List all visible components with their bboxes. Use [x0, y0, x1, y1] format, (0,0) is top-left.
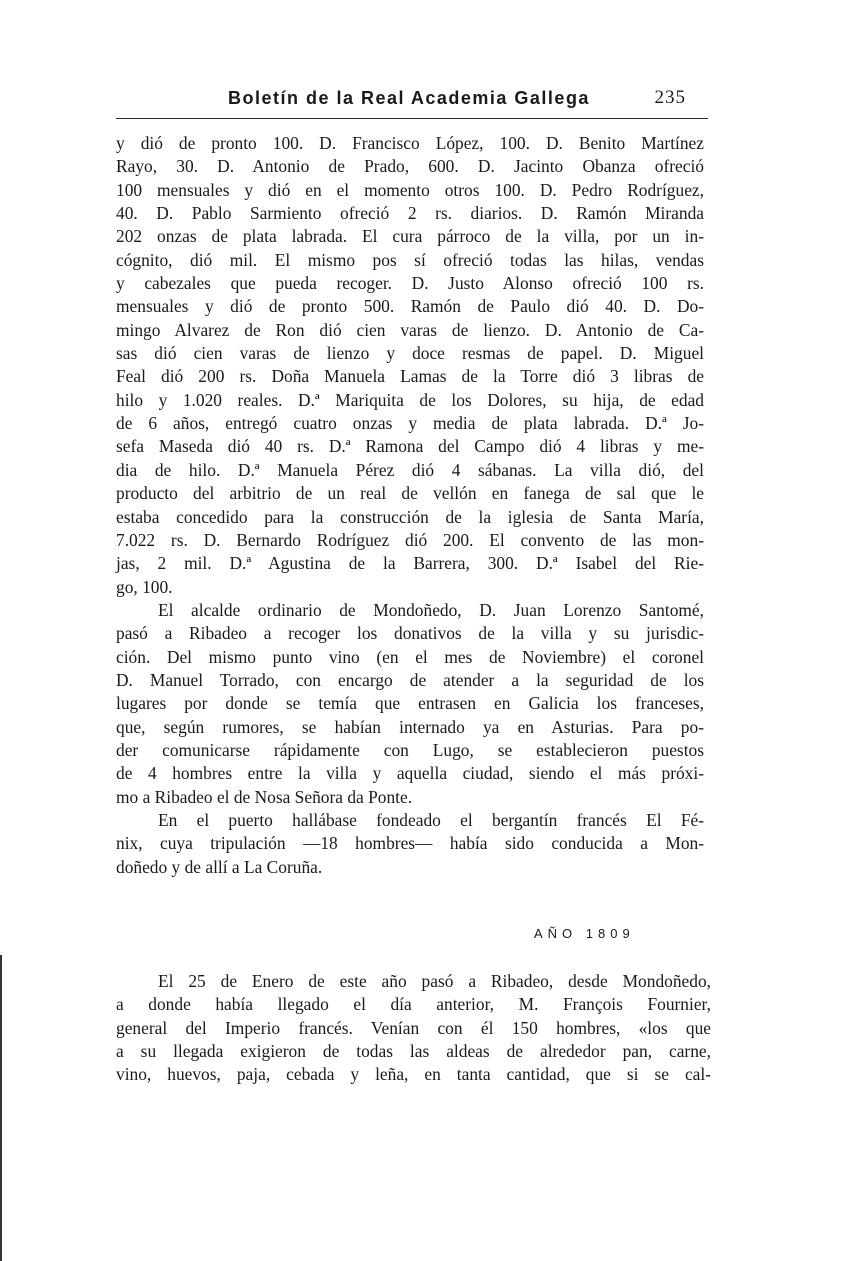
text-line: sas dió cien varas de lienzo y doce resmas de papel. D. Miguel [116, 343, 704, 364]
paragraph-fournier [116, 970, 711, 1087]
text-line: sefa Maseda dió 40 rs. D.ª Ramona del Campo dió 4 libras y me- [116, 436, 704, 457]
text-line: hilo y 1.020 reales. D.ª Mariquita de los Dolores, su hija, de edad [116, 389, 704, 410]
text-line: doñedo y de allí a La Coruña. [116, 856, 323, 877]
text-line: vino, huevos, paja, cebada y leña, en tanta cantidad, que si se cal- [116, 1064, 711, 1085]
text-line: ción. Del mismo punto vino (en el mes de Noviembre) el coronel [116, 646, 704, 667]
text-line: pasó a Ribadeo a recoger los donativos de la villa y su jurisdic- [116, 623, 704, 644]
page-number: 235 [654, 87, 686, 108]
running-header [116, 84, 708, 119]
text-line: cógnito, dió mil. El mismo pos sí ofreció todas las hilas, vendas [116, 249, 704, 270]
paragraph-bergantin [116, 809, 704, 879]
text-line: El alcalde ordinario de Mondoñedo, D. Juan Lorenzo Santomé, [158, 599, 704, 620]
text-line: go, 100. [116, 576, 173, 597]
text-line: Feal dió 200 rs. Doña Manuela Lamas de la Torre dió 3 libras de [116, 366, 704, 387]
text-line: a donde había llegado el día anterior, M. François Fournier, [116, 994, 711, 1015]
text-line: lugares por donde se temía que entrasen en Galicia los franceses, [116, 693, 704, 714]
text-line: jas, 2 mil. D.ª Agustina de la Barrera, 300. D.ª Isabel del Rie- [116, 553, 704, 574]
text-line: En el puerto hallábase fondeado el bergantín francés El Fé- [158, 809, 704, 830]
text-line: y cabezales que pueda recoger. D. Justo Alonso ofreció 100 rs. [116, 273, 704, 294]
section-text-block [116, 970, 711, 1087]
text-line: der comunicarse rápidamente con Lugo, se establecieron puestos [116, 739, 704, 760]
text-line: general del Imperio francés. Venían con él 150 hombres, «los que [116, 1017, 711, 1038]
text-line: 7.022 rs. D. Bernardo Rodríguez dió 200. El convento de las mon- [116, 529, 704, 550]
text-line: mingo Alvarez de Ron dió cien varas de lienzo. D. Antonio de Ca- [116, 319, 704, 340]
text-line: El 25 de Enero de este año pasó a Ribadeo, desde Mondoñedo, [158, 971, 711, 991]
text-line: mensuales y dió de pronto 500. Ramón de Paulo dió 40. D. Do- [116, 296, 704, 317]
text-line: 202 onzas de plata labrada. El cura párroco de la villa, por un in- [116, 226, 704, 247]
text-line: que, según rumores, se habían internado ya en Asturias. Para po- [116, 716, 704, 737]
paragraph-donations [116, 132, 704, 599]
text-line: Rayo, 30. D. Antonio de Prado, 600. D. Jacinto Obanza ofreció [116, 156, 704, 177]
text-line: nix, cuya tripulación —18 hombres— había sido conducida a Mon- [116, 833, 704, 854]
section-heading-year: AÑO 1809 [534, 926, 635, 941]
text-line: de 6 años, entregó cuatro onzas y media de plata labrada. D.ª Jo- [116, 413, 704, 434]
text-line: de 4 hombres entre la villa y aquella ciudad, siendo el más próxi- [116, 763, 704, 784]
paragraph-alcalde [116, 599, 704, 809]
text-line: estaba concedido para la construcción de la iglesia de Santa María, [116, 506, 704, 527]
text-line: D. Manuel Torrado, con encargo de atender a la seguridad de los [116, 669, 704, 690]
text-line: mo a Ribadeo el de Nosa Señora da Ponte. [116, 786, 413, 807]
text-line: dia de hilo. D.ª Manuela Pérez dió 4 sábanas. La villa dió, del [116, 459, 704, 480]
scan-margin-edge [0, 955, 2, 1261]
text-line: y dió de pronto 100. D. Francisco López, 100. D. Benito Martínez [116, 133, 704, 153]
journal-title: Boletín de la Real Academia Gallega [228, 88, 590, 108]
text-line: 100 mensuales y dió en el momento otros 100. D. Pedro Rodríguez, [116, 179, 704, 200]
text-line: producto del arbitrio de un real de vellón en fanega de sal que le [116, 483, 704, 504]
text-line: a su llegada exigieron de todas las aldeas de alrededor pan, carne, [116, 1041, 711, 1062]
main-text-block [116, 132, 704, 879]
text-line: 40. D. Pablo Sarmiento ofreció 2 rs. diarios. D. Ramón Miranda [116, 203, 704, 224]
